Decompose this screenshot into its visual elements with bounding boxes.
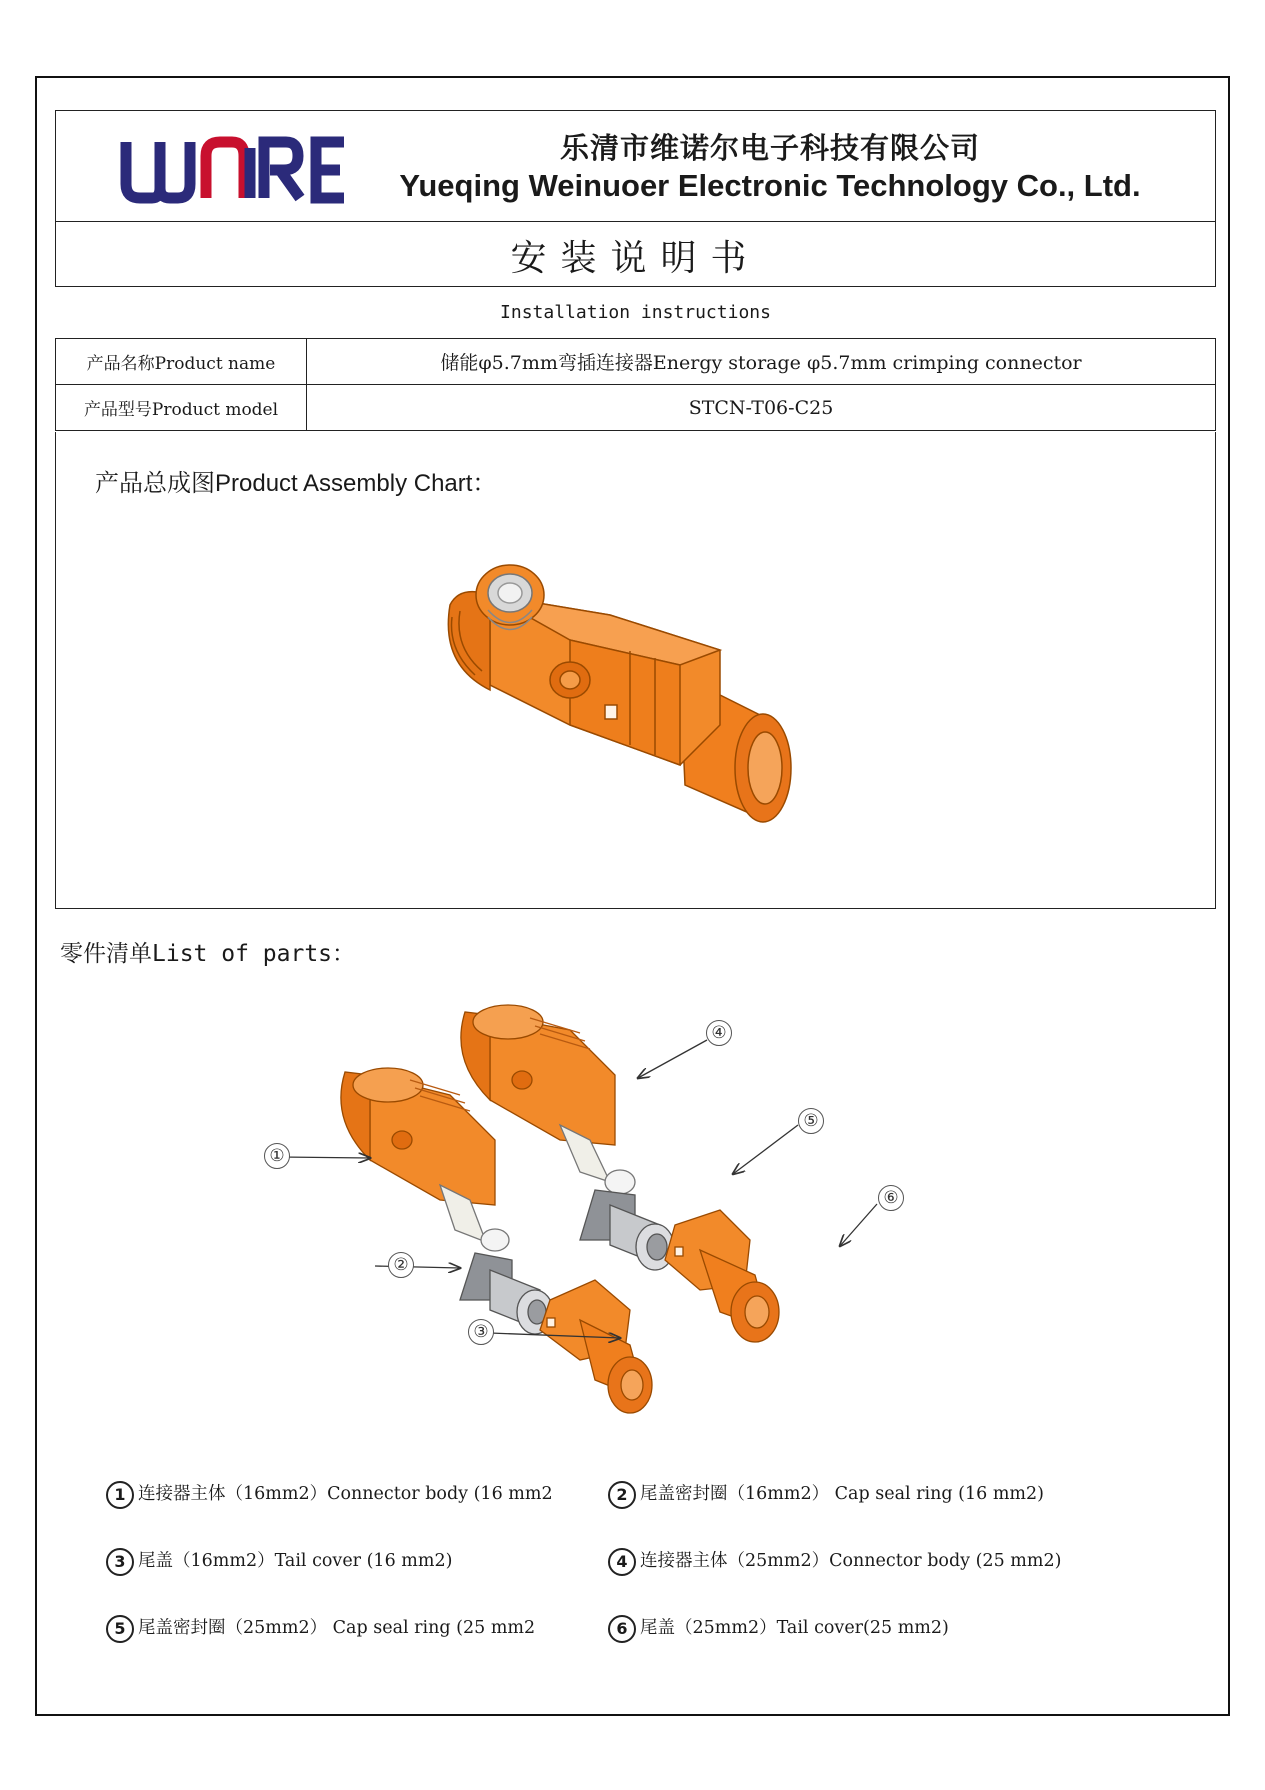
- callout-5: ⑤: [798, 1108, 824, 1134]
- company-name-cn: 乐清市维诺尔电子科技有限公司: [559, 131, 980, 165]
- legend-item-1: [106, 1480, 553, 1509]
- legend-item-5: [106, 1614, 535, 1643]
- callout-3: ③: [468, 1319, 494, 1345]
- assembly-chart-title: 产品总成图Product Assembly Chart：: [95, 470, 497, 497]
- legend-number-3: 3: [106, 1548, 134, 1576]
- legend-number-5: 5: [106, 1615, 134, 1643]
- product-model-row: [56, 385, 1216, 431]
- parts-exploded-diagram: [250, 1000, 910, 1410]
- legend-item-2: [608, 1480, 1044, 1509]
- legend-item-3: [106, 1547, 452, 1576]
- callout-2: ②: [388, 1252, 414, 1278]
- legend-text-2: 尾盖密封圈（16mm2） Cap seal ring (16 mm2): [640, 1484, 1044, 1504]
- part-6-tail-cover: [665, 1210, 779, 1342]
- product-model-value: STCN-T06-C25: [307, 385, 1216, 431]
- assembly-connector-illustration: [430, 555, 830, 845]
- document-title-en: Installation instructions: [500, 302, 771, 323]
- part-1-connector-body: [341, 1068, 509, 1251]
- legend-text-5: 尾盖密封圈（25mm2） Cap seal ring (25 mm2: [138, 1618, 536, 1638]
- legend-number-2: 2: [608, 1481, 636, 1509]
- part-3-tail-cover: [540, 1280, 652, 1413]
- header-divider: [55, 221, 1216, 222]
- callout-6: ⑥: [878, 1185, 904, 1211]
- parts-list-title: 零件清单List of parts：: [60, 941, 356, 967]
- product-model-label: 产品型号Product model: [56, 385, 307, 431]
- callout-4: ④: [706, 1020, 732, 1046]
- product-name-value: 储能φ5.7mm弯插连接器Energy storage φ5.7mm crimping connector: [307, 339, 1216, 385]
- product-name-row: [56, 339, 1216, 385]
- legend-item-6: [608, 1614, 949, 1643]
- document-title-cn: 安装说明书: [510, 238, 761, 279]
- legend-text-3: 尾盖（16mm2）Tail cover (16 mm2): [138, 1551, 453, 1571]
- legend-text-6: 尾盖（25mm2）Tail cover(25 mm2): [640, 1618, 949, 1638]
- product-info-table: [55, 338, 1216, 431]
- legend-text-4: 连接器主体（25mm2）Connector body (25 mm2): [640, 1551, 1062, 1571]
- legend-number-4: 4: [608, 1548, 636, 1576]
- wnre-logo: [118, 128, 348, 208]
- product-name-label: 产品名称Product name: [56, 339, 307, 385]
- part-5-seal-ring: [580, 1190, 674, 1270]
- company-name-en: Yueqing Weinuoer Electronic Technology Co., Ltd.: [399, 168, 1141, 203]
- legend-number-6: 6: [608, 1615, 636, 1643]
- callout-1: ①: [264, 1143, 290, 1169]
- legend-text-1: 连接器主体（16mm2）Connector body (16 mm2: [138, 1484, 553, 1504]
- legend-number-1: 1: [106, 1481, 134, 1509]
- legend-item-4: [608, 1547, 1061, 1576]
